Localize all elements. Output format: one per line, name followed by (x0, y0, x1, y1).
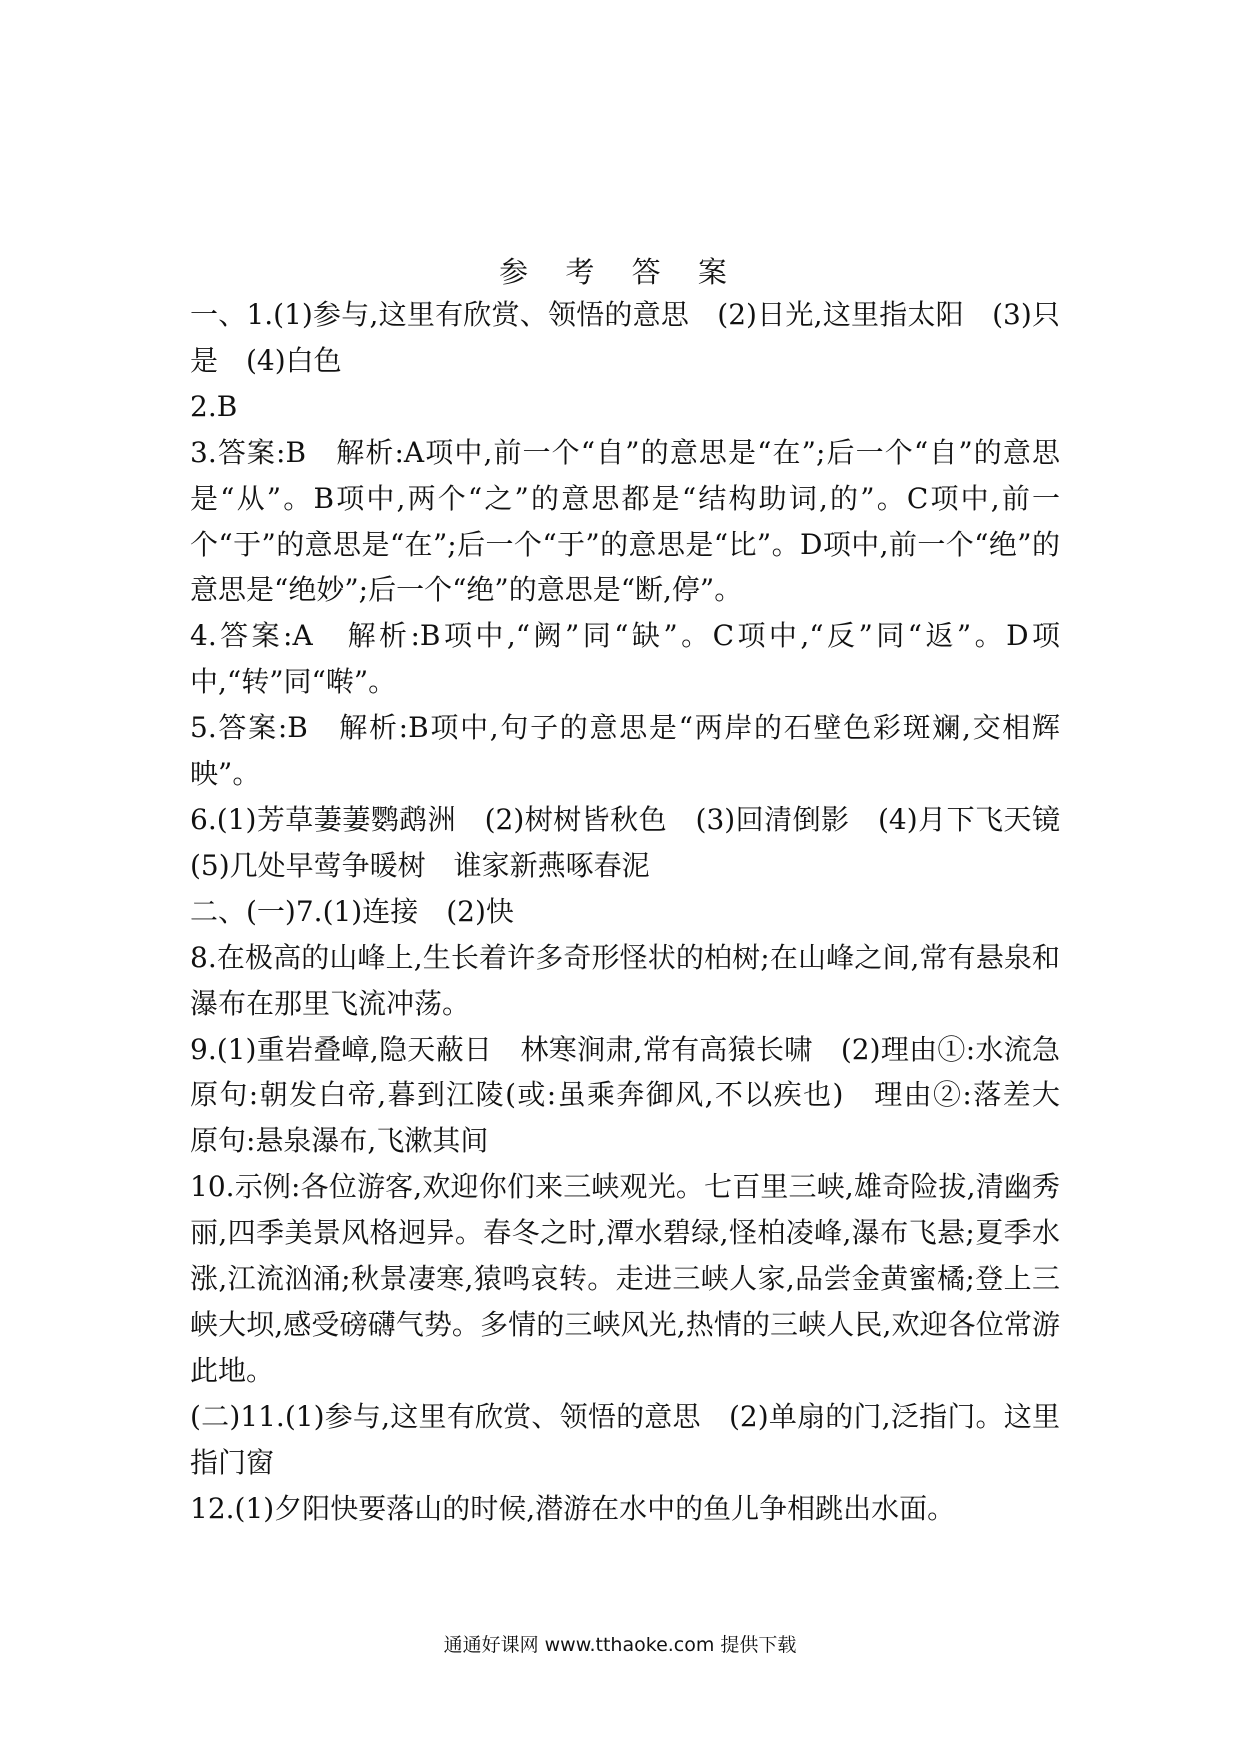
answer-paragraph: 6.(1)芳草萋萋鹦鹉洲 (2)树树皆秋色 (3)回清倒影 (4)月下飞天镜 (5)几处早莺争暖树 谁家新燕啄春泥 (190, 802, 1089, 882)
answer-paragraph: 5.答案:B 解析:B项中,句子的意思是“两岸的石壁色彩斑斓,交相辉映”。 (190, 711, 1060, 791)
answer-paragraph: 10.示例:各位游客,欢迎你们来三峡观光。七百里三峡,雄奇险拔,清幽秀丽,四季美景风格迥异。春冬之时,潭水碧绿,怪柏凌峰,瀑布飞悬;夏季水涨,江流汹涌;秋景凄寒,猿鸣哀转。走进三峡人家,品尝金黄蜜橘;登上三峡大坝,感受磅礴气势。多情的三峡风光,热情的三峡人民,欢迎各位常游此地。 (190, 1170, 1060, 1387)
answer-paragraph: (二)11.(1)参与,这里有欣赏、领悟的意思 (2)单扇的门,泛指门。这里指门窗 (190, 1399, 1060, 1479)
answer-paragraph: 3.答案:B 解析:A项中,前一个“自”的意思是“在”;后一个“自”的意思是“从”。B项中,两个“之”的意思都是“结构助词,的”。C项中,前一个“于”的意思是“在”;后一个“于”的意思是“比”。D项中,前一个“绝”的意思是“绝妙”;后一个“绝”的意思是“断,停”。 (190, 435, 1060, 607)
page-title: 参 考 答 案 (499, 255, 741, 289)
footer-credit: 通通好课网 www.tthaoke.com 提供下载 (443, 1634, 797, 1656)
answer-body (190, 292, 1089, 1531)
answer-paragraph: 一、1.(1)参与,这里有欣赏、领悟的意思 (2)日光,这里指太阳 (3)只是 (4)白色 (190, 298, 1060, 377)
answer-paragraph: 9.(1)重岩叠嶂,隐天蔽日 林寒涧肃,常有高猿长啸 (2)理由①:水流急 原句:朝发白帝,暮到江陵(或:虽乘奔御风,不以疾也) 理由②:落差大 原句:悬泉瀑布,飞漱其间 (190, 1032, 1089, 1158)
answer-paragraph: 4.答案:A 解析:B项中,“阙”同“缺”。C项中,“反”同“返”。D项中,“转”同“啭”。 (190, 619, 1060, 699)
answer-paragraph: 8.在极高的山峰上,生长着许多奇形怪状的柏树;在山峰之间,常有悬泉和瀑布在那里飞流冲荡。 (190, 940, 1060, 1020)
answer-paragraph: 二、(一)7.(1)连接 (2)快 (190, 894, 514, 928)
answer-paragraph: 12.(1)夕阳快要落山的时候,潜游在水中的鱼儿争相跳出水面。 (190, 1491, 956, 1525)
answer-paragraph: 2.B (190, 389, 238, 423)
